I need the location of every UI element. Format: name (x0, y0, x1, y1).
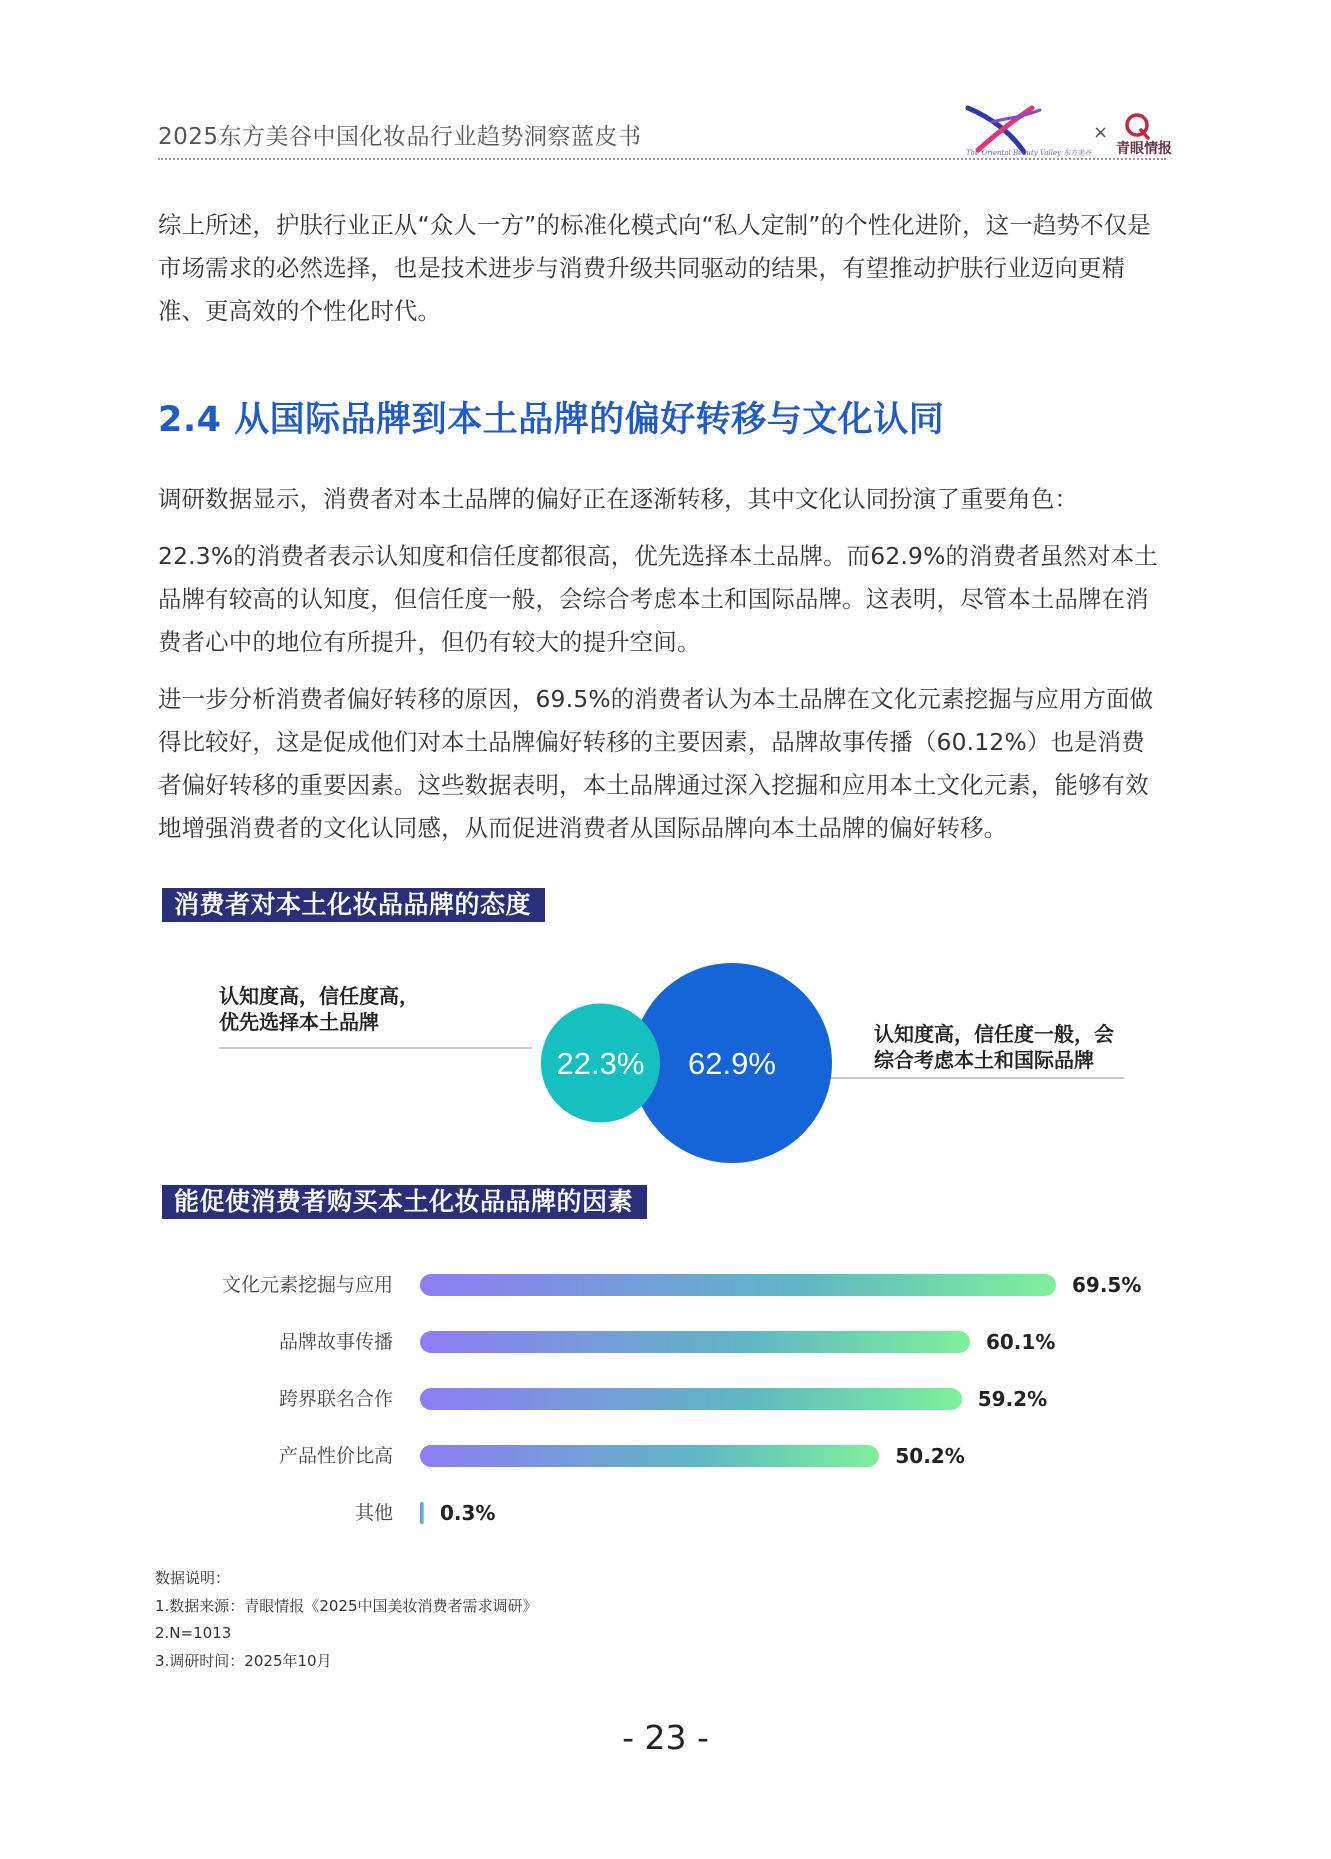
bar (420, 1274, 1056, 1296)
bar-value-label: 59.2% (977, 1387, 1048, 1411)
notes-heading: 数据说明： (155, 1569, 231, 1587)
factors-paragraph: 进一步分析消费者偏好转移的原因，69.5%的消费者认为本土品牌在文化元素挖掘与应用方面做得比较好，这是促成他们对本土品牌偏好转移的主要因素，品牌故事传播（60.12%）也是消费者偏好转移的重要因素。这些数据表明，本土品牌通过深入挖掘和应用本土文化元素，能够有效地增强消费者的文化认同感，从而促进消费者从国际品牌向本土品牌的偏好转移。 (158, 685, 1154, 842)
bar-row (0, 1441, 1331, 1471)
attitude-chart-title: 消费者对本土化妆品品牌的态度 (162, 888, 545, 922)
bar (420, 1331, 970, 1353)
bar-category-label: 其他 (354, 1502, 393, 1524)
attitude-paragraph: 22.3%的消费者表示认知度和信任度都很高，优先选择本土品牌。而62.9%的消费者虽然对本土品牌有较高的认知度，但信任度一般，会综合考虑本土和国际品牌。这表明，尽管本土品牌在消费者心中的地位有所提升，但仍有较大的提升空间。 (158, 542, 1158, 656)
page-number: - 23 - (622, 1718, 709, 1757)
notes-survey-period: 3.调研时间：2025年10月 (155, 1651, 332, 1670)
factors-chart-title: 能促使消费者购买本土化妆品品牌的因素 (162, 1185, 647, 1219)
bar-row (0, 1498, 1331, 1528)
bar (420, 1388, 962, 1410)
bar-row (0, 1327, 1331, 1357)
bar-category-label: 跨界联名合作 (278, 1388, 393, 1410)
bar-value-label: 69.5% (1072, 1273, 1142, 1297)
bar-value-label: 60.1% (985, 1330, 1056, 1354)
section-heading: 2.4 从国际品牌到本土品牌的偏好转移与文化认同 (158, 400, 945, 440)
bar-category-label: 品牌故事传播 (278, 1331, 393, 1353)
bar-category-label: 文化元素挖掘与应用 (221, 1274, 393, 1296)
bar-value-label: 50.2% (895, 1444, 965, 1468)
attitude-label-mixed: 认知度高，信任度一般，会 综合考虑本土和国际品牌 (874, 1022, 1114, 1072)
summary-paragraph: 综上所述，护肤行业正从“众人一方”的标准化模式向“私人定制”的个性化进阶，这一趋势不仅是市场需求的必然选择，也是技术进步与消费升级共同驱动的结果，有望推动护肤行业迈向更精准、更高效的个性化时代。 (158, 211, 1151, 325)
intro-paragraph: 调研数据显示，消费者对本土品牌的偏好正在逐渐转移，其中文化认同扮演了重要角色： (158, 485, 1079, 513)
bar-row (0, 1384, 1331, 1414)
attitude-value-local-first: 22.3% (556, 1046, 645, 1081)
attitude-value-mixed: 62.9% (688, 1046, 776, 1081)
bar (420, 1445, 879, 1467)
notes-sample-size: 2.N=1013 (155, 1624, 232, 1642)
bar (420, 1502, 424, 1524)
notes-source: 1.数据来源：青眼情报《2025中国美妆消费者需求调研》 (155, 1596, 538, 1615)
bar-category-label: 产品性价比高 (278, 1445, 393, 1467)
qingyan-logo-text: 青眼情报 (1116, 141, 1172, 157)
bar-value-label: 0.3% (440, 1501, 496, 1525)
oriental-beauty-valley-tagline: The Oriental Beauty Valley 东方美谷 (966, 149, 1092, 157)
report-title: 2025东方美谷中国化妆品行业趋势洞察蓝皮书 (158, 124, 642, 150)
logo-separator: × (1093, 122, 1109, 143)
attitude-label-local-first: 认知度高，信任度高， 优先选择本土品牌 (219, 984, 419, 1034)
bar-row (0, 1270, 1331, 1300)
data-notes (155, 1565, 538, 1675)
